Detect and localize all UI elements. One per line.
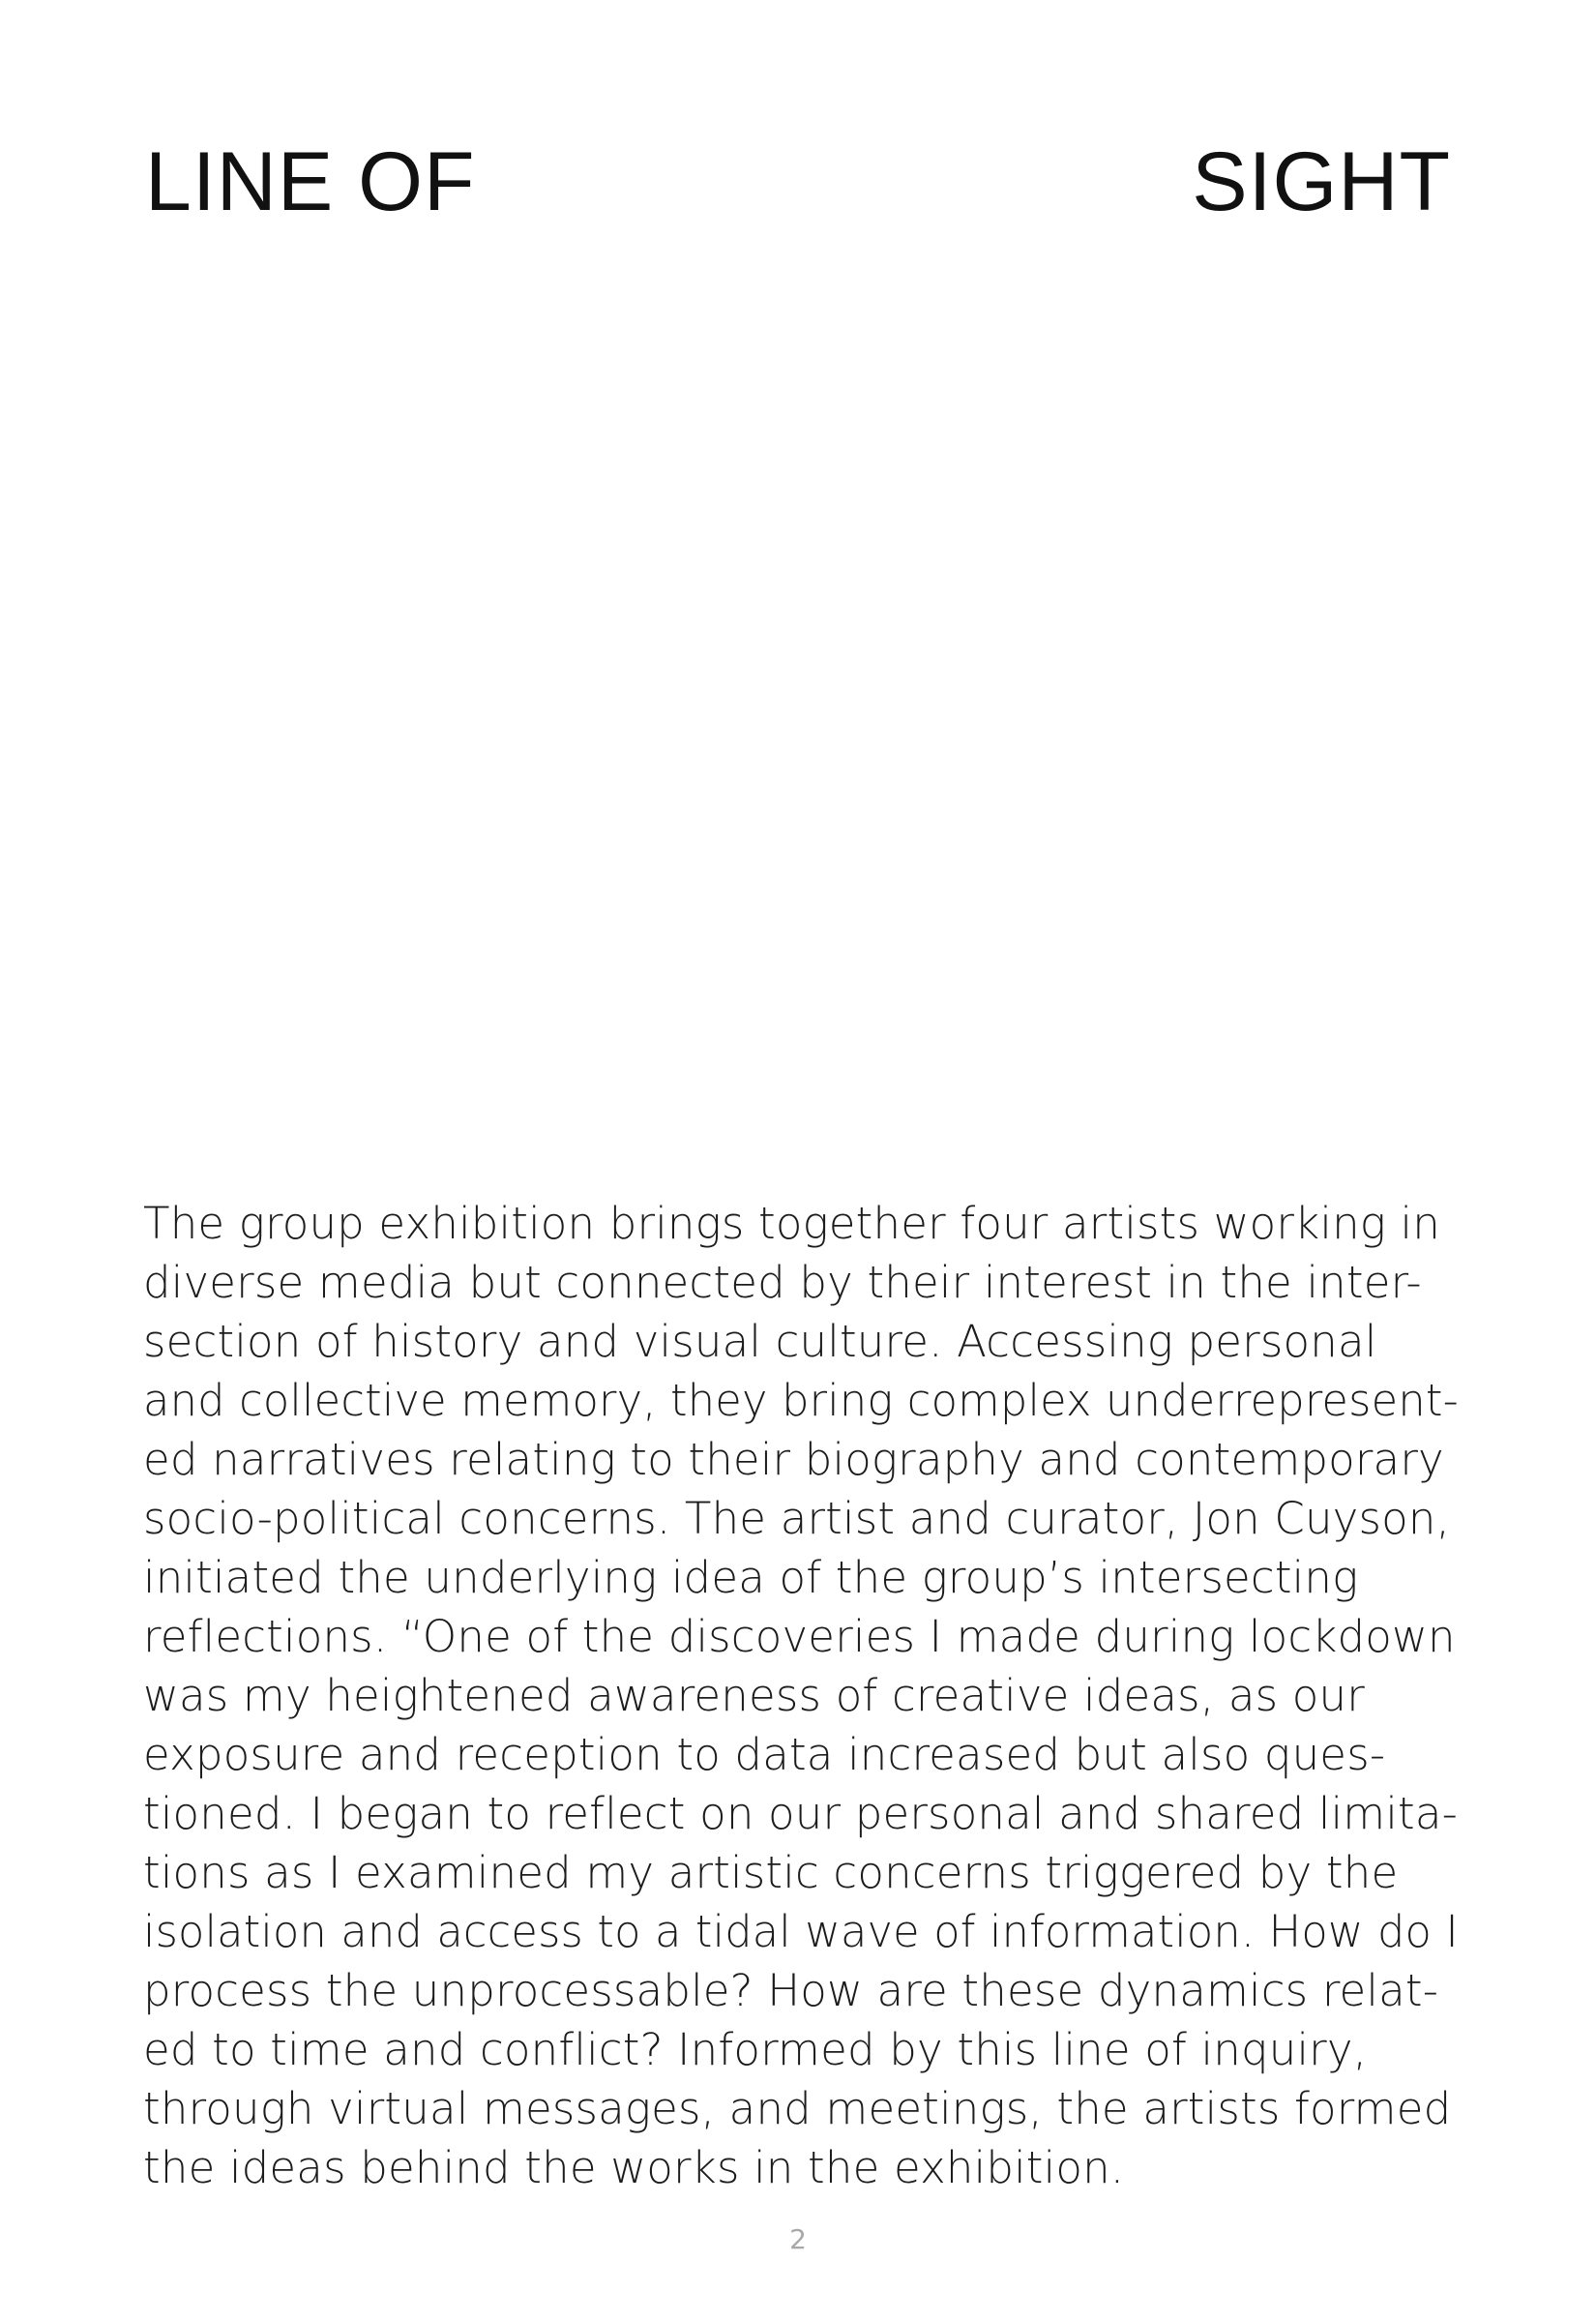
title-right: SIGHT xyxy=(1192,135,1451,228)
title-left: LINE OF xyxy=(145,135,476,228)
body-line: tions as I examined my artistic concerns triggered by the xyxy=(143,1847,1399,1898)
body-line: The group exhibition brings together four artists working in xyxy=(143,1198,1440,1249)
body-line: ed narratives relating to their biography and contemporary xyxy=(143,1434,1444,1485)
body-line: reflections. “One of the discoveries I made during lockdown xyxy=(143,1611,1456,1662)
body-line: exposure and reception to data increased but also ques- xyxy=(143,1729,1386,1780)
body-line: and collective memory, they bring complex underrepresent- xyxy=(143,1375,1459,1426)
body-paragraph xyxy=(143,1194,1459,2197)
body-line: isolation and access to a tidal wave of information. How do I xyxy=(143,1906,1459,1957)
body-line: was my heightened awareness of creative ideas, as our xyxy=(143,1670,1365,1721)
page-number: 2 xyxy=(789,2223,807,2255)
body-line: section of history and visual culture. Accessing personal xyxy=(143,1316,1377,1367)
body-line: tioned. I began to reflect on our personal and shared limita- xyxy=(143,1788,1459,1839)
body-line: process the unprocessable? How are these dynamics relat- xyxy=(143,1965,1439,2016)
body-line: diverse media but connected by their interest in the inter- xyxy=(143,1257,1422,1308)
body-line: the ideas behind the works in the exhibition. xyxy=(143,2142,1125,2193)
body-line: initiated the underlying idea of the group’s intersecting xyxy=(143,1552,1359,1603)
body-line: through virtual messages, and meetings, the artists formed xyxy=(143,2083,1452,2134)
body-line: ed to time and conflict? Informed by this line of inquiry, xyxy=(143,2024,1368,2075)
body-line: socio-political concerns. The artist and curator, Jon Cuyson, xyxy=(143,1493,1451,1544)
